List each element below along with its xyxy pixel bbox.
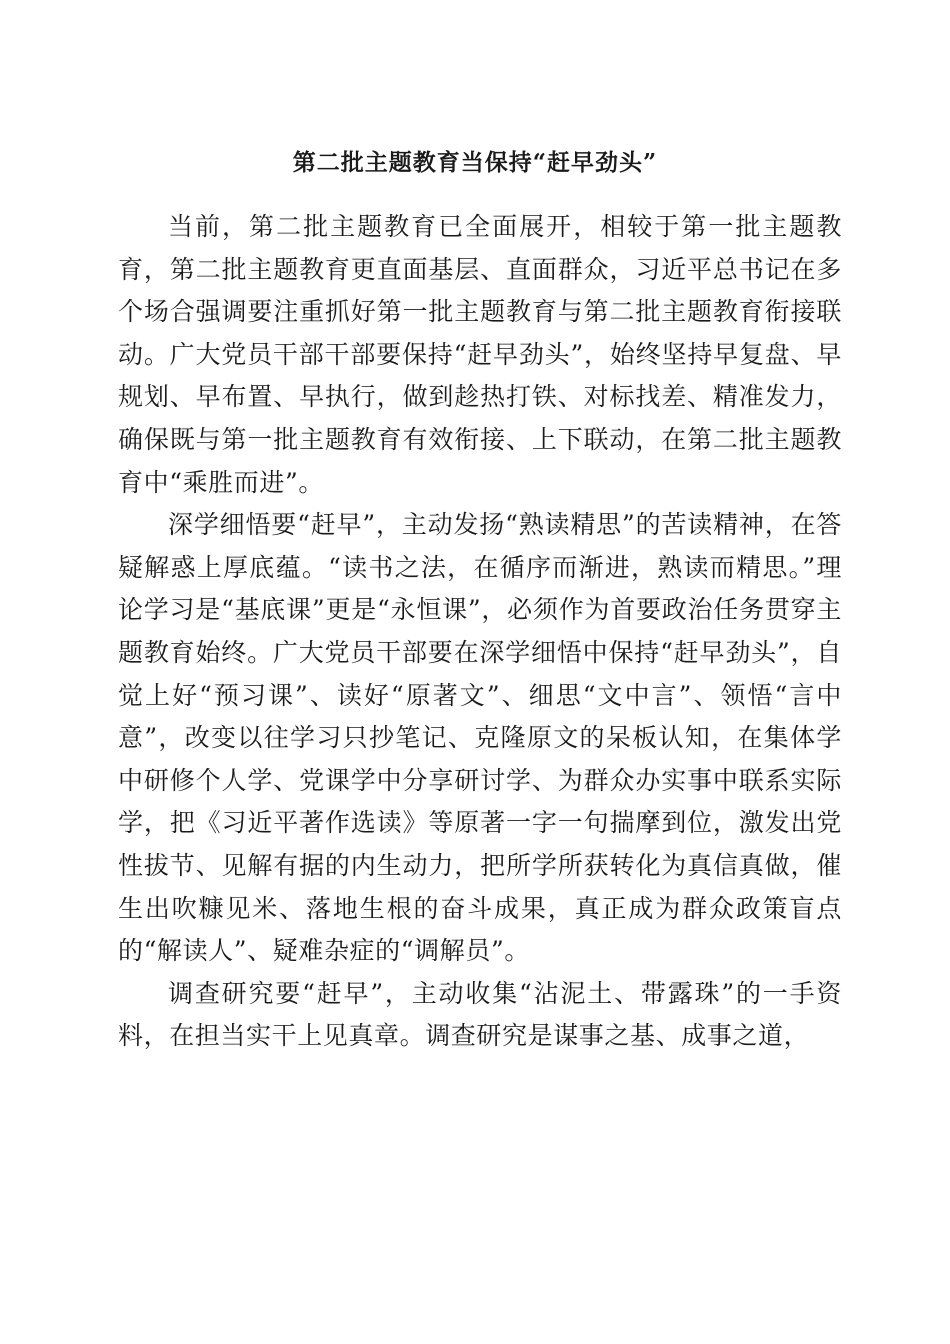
document-body — [118, 206, 842, 1058]
paragraph-1: 当前，第二批主题教育已全面展开，相较于第一批主题教育，第二批主题教育更直面基层、直面群众，习近平总书记在多个场合强调要注重抓好第一批主题教育与第二批主题教育衔接联动。广大党员干部干部要保持“赶早劲头”，始终坚持早复盘、早规划、早布置、早执行，做到趁热打铁、对标找差、精准发力，确保既与第一批主题教育有效衔接、上下联动，在第二批主题教育中“乘胜而进”。 — [118, 212, 842, 497]
page-title: 第二批主题教育当保持“赶早劲头” — [292, 149, 658, 176]
paragraph-3: 调查研究要“赶早”，主动收集“沾泥土、带露珠”的一手资料，在担当实干上见真章。调查研究是谋事之基、成事之道， — [118, 978, 842, 1051]
paragraph-2: 深学细悟要“赶早”，主动发扬“熟读精思”的苦读精神，在答疑解惑上厚底蕴。“读书之法，在循序而渐进，熟读而精思。”理论学习是“基底课”更是“永恒课”，必须作为首要政治任务贯穿主题教育始终。广大党员干部要在深学细悟中保持“赶早劲头”，自觉上好“预习课”、读好“原著文”、细思“文中言”、领悟“言中意”，改变以往学习只抄笔记、克隆原文的呆板认知，在集体学中研修个人学、党课学中分享研讨学、为群众办实事中联系实际学，把《习近平著作选读》等原著一字一句揣摩到位，激发出党性拔节、见解有据的内生动力，把所学所获转化为真信真做，催生出吹糠见米、落地生根的奋斗成果，真正成为群众政策盲点的“解读人”、疑难杂症的“调解员”。 — [118, 510, 842, 966]
